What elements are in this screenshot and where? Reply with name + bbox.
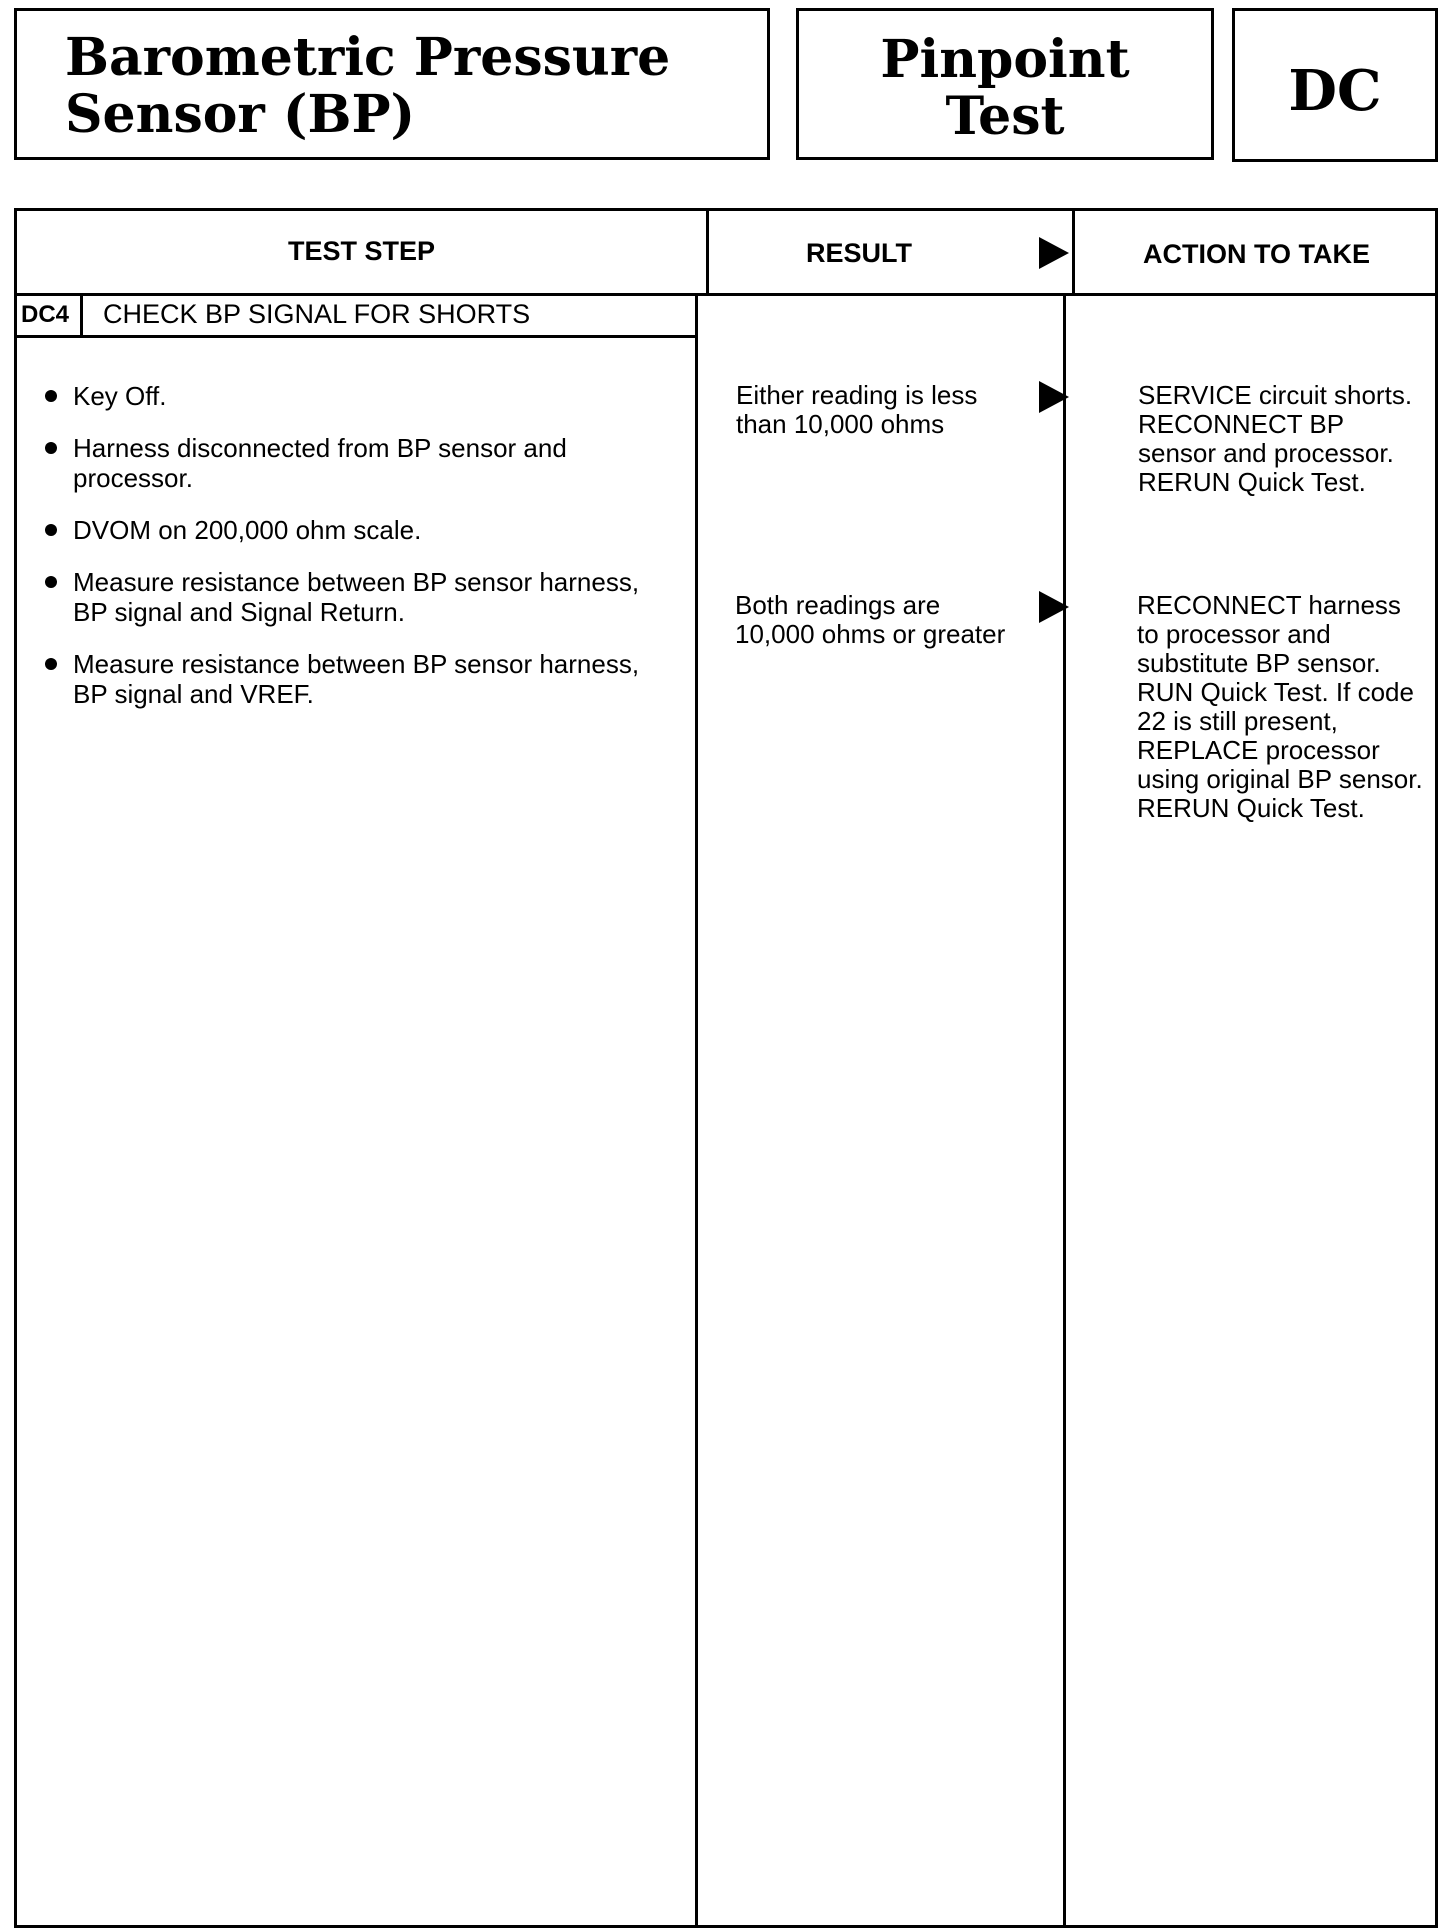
instruction-item: DVOM on 200,000 ohm scale. xyxy=(45,515,665,545)
column-header-action: ACTION TO TAKE xyxy=(1143,239,1370,269)
instruction-item: Measure resistance between BP sensor harness, BP signal and Signal Return. xyxy=(45,567,665,627)
result-text-1: Either reading is less than 10,000 ohms xyxy=(736,380,978,439)
bullet-icon xyxy=(45,658,57,670)
title-box xyxy=(14,8,770,160)
column-divider-1-body xyxy=(695,293,698,1928)
instruction-item: Harness disconnected from BP sensor and processor. xyxy=(45,433,665,493)
result-text-2: Both readings are 10,000 ohms or greater xyxy=(735,590,1006,649)
action-text-2: RECONNECT harness to processor and substitute BP sensor. RUN Quick Test. If code 22 is still present, REPLACE processor using original BP sensor. RERUN Quick Test. xyxy=(1137,590,1423,823)
test-code-box xyxy=(1232,8,1438,162)
action-text-1: SERVICE circuit shorts. RECONNECT BP sensor and processor. RERUN Quick Test. xyxy=(1138,380,1413,497)
instruction-item: Key Off. xyxy=(45,381,665,411)
test-code: DC xyxy=(1288,58,1382,124)
page-title-line2: Sensor (BP) xyxy=(65,84,416,146)
column-divider-2-body xyxy=(1063,293,1066,1928)
page-title-line1: Barometric Pressure xyxy=(65,27,671,88)
test-type-box xyxy=(796,8,1214,160)
page-title xyxy=(65,27,671,146)
pinpoint-test-table xyxy=(14,208,1438,1928)
step-title: CHECK BP SIGNAL FOR SHORTS xyxy=(103,299,531,329)
test-type-line2: Test xyxy=(945,86,1065,148)
bullet-icon xyxy=(45,524,57,536)
result-arrow-icon xyxy=(1039,237,1069,269)
bullet-icon xyxy=(45,442,57,454)
step-id: DC4 xyxy=(21,301,70,328)
test-type-line1: Pinpoint xyxy=(880,29,1130,90)
bullet-icon xyxy=(45,576,57,588)
header-divider xyxy=(17,293,1438,296)
bullet-icon xyxy=(45,390,57,402)
outcome-arrow-icon-1 xyxy=(1039,381,1069,413)
step-instructions xyxy=(45,381,665,731)
instruction-item: Measure resistance between BP sensor harness, BP signal and VREF. xyxy=(45,649,665,709)
column-header-test-step: TEST STEP xyxy=(287,236,436,266)
test-type-label xyxy=(799,29,1211,148)
column-header-result: RESULT xyxy=(806,238,912,268)
outcome-arrow-icon-2 xyxy=(1039,591,1069,623)
step-title-underline xyxy=(17,335,698,338)
step-id-divider xyxy=(80,293,83,335)
